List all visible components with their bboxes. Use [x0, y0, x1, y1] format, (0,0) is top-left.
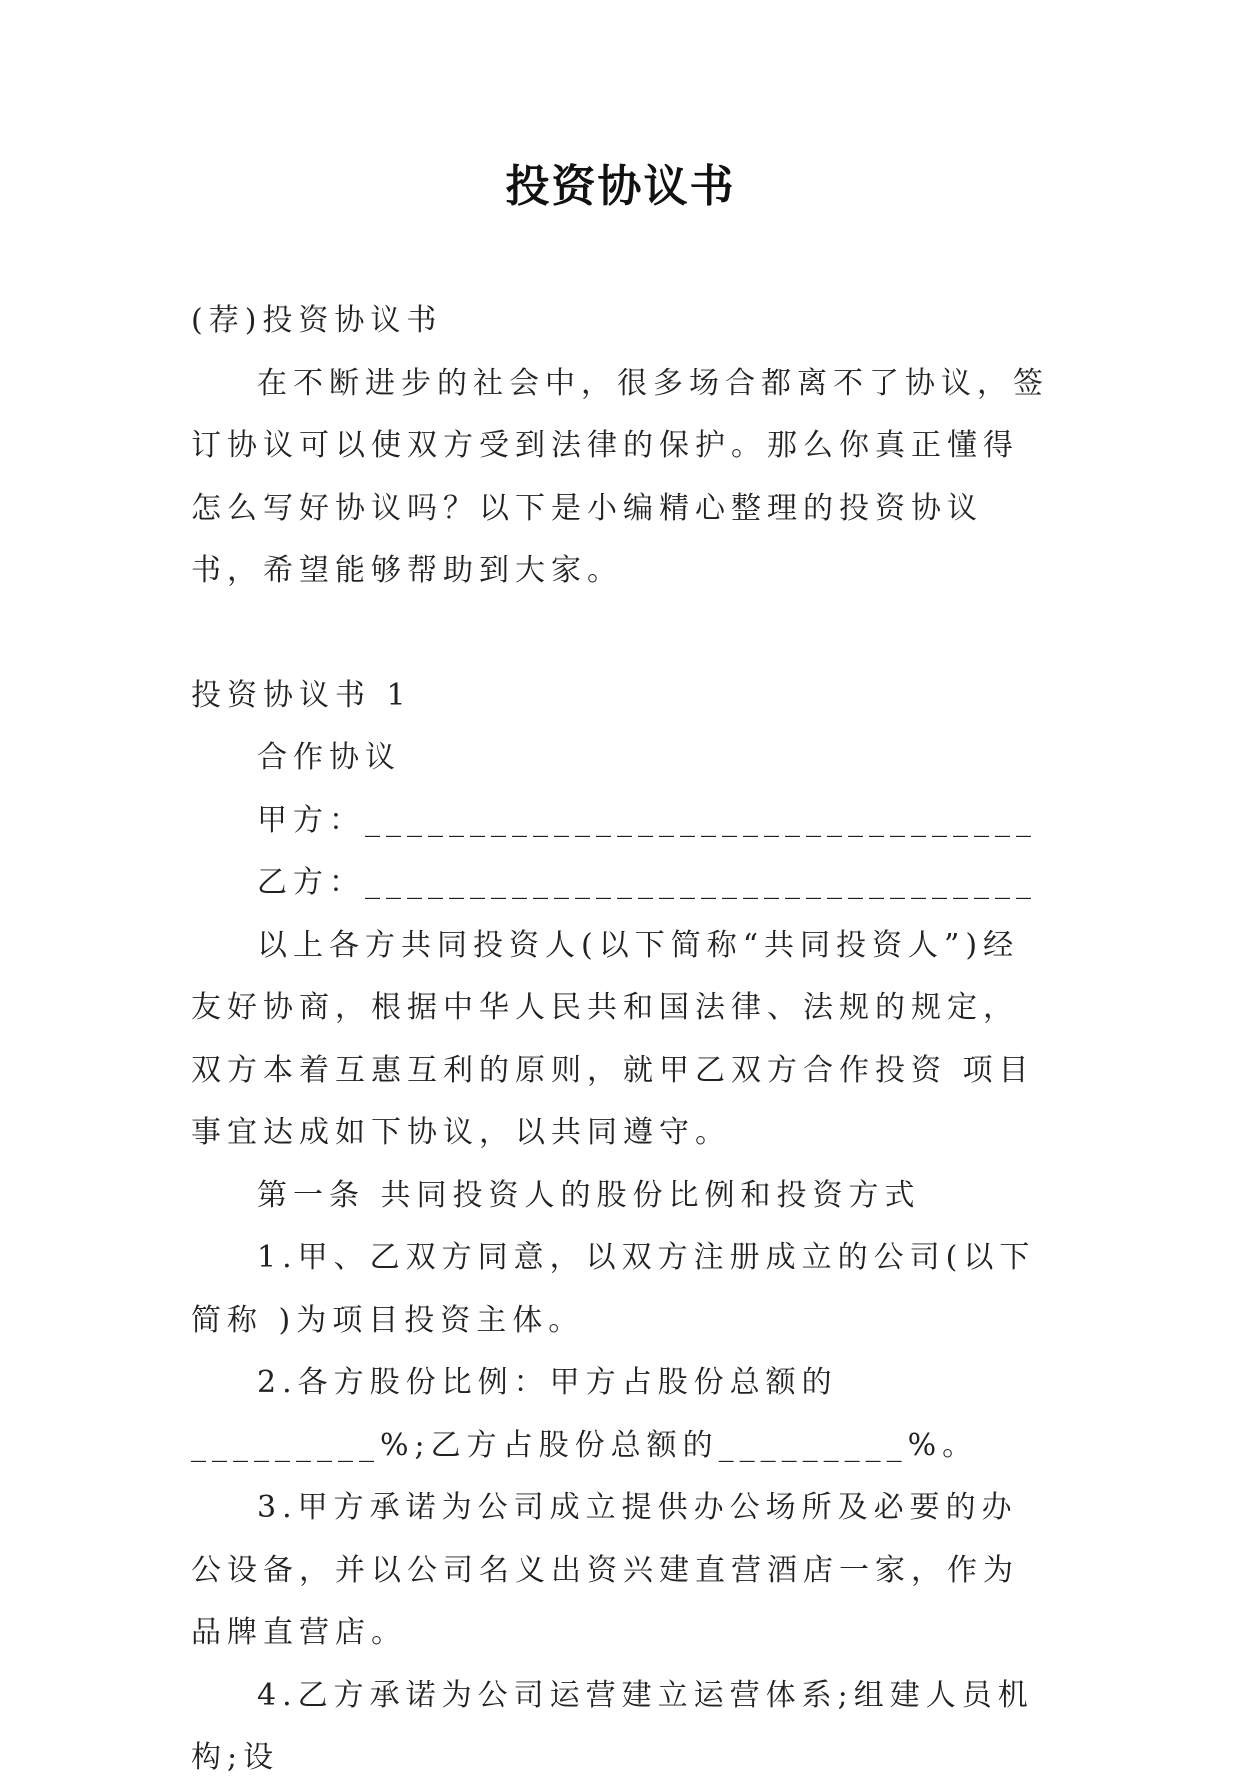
- subtitle-line: (荐)投资协议书: [191, 303, 443, 338]
- preamble-paragraph: 以上各方共同投资人(以下简称“共同投资人”)经友好协商，根据中华人民共和国法律、法规的规定，双方本着互惠互利的原则，就甲乙双方合作投资 项目事宜达成如下协议，以共同遵守。: [191, 927, 1035, 1150]
- clause-4: 4.乙方承诺为公司运营建立运营体系;组建人员机构;设: [191, 1677, 1034, 1775]
- paragraph-gap: [191, 603, 1051, 665]
- clause-2: 2.各方股份比例：甲方占股份总额的_________%;乙方占股份总额的_________%。: [191, 1365, 979, 1463]
- intro-paragraph: 在不断进步的社会中，很多场合都离不了协议，签订协议可以使双方受到法律的保护。那么你真正懂得怎么写好协议吗？以下是小编精心整理的投资协议书，希望能够帮助到大家。: [191, 365, 1049, 588]
- document-body: [191, 290, 1051, 1790]
- party-a-line: 甲方：________________________________: [257, 802, 1037, 838]
- clause-1: 1.甲、乙双方同意，以双方注册成立的公司(以下简称 )为项目投资主体。: [191, 1240, 1036, 1338]
- clause-3: 3.甲方承诺为公司成立提供办公场所及必要的办公设备，并以公司名义出资兴建直营酒店一家，作为品牌直营店。: [191, 1490, 1019, 1650]
- article-heading: 第一条 共同投资人的股份比例和投资方式: [257, 1177, 921, 1213]
- party-b-line: 乙方：________________________________: [257, 865, 1037, 900]
- document-title: 投资协议书: [505, 161, 736, 212]
- agreement-heading: 合作协议: [257, 740, 401, 775]
- section-heading: 投资协议书 1: [191, 677, 412, 713]
